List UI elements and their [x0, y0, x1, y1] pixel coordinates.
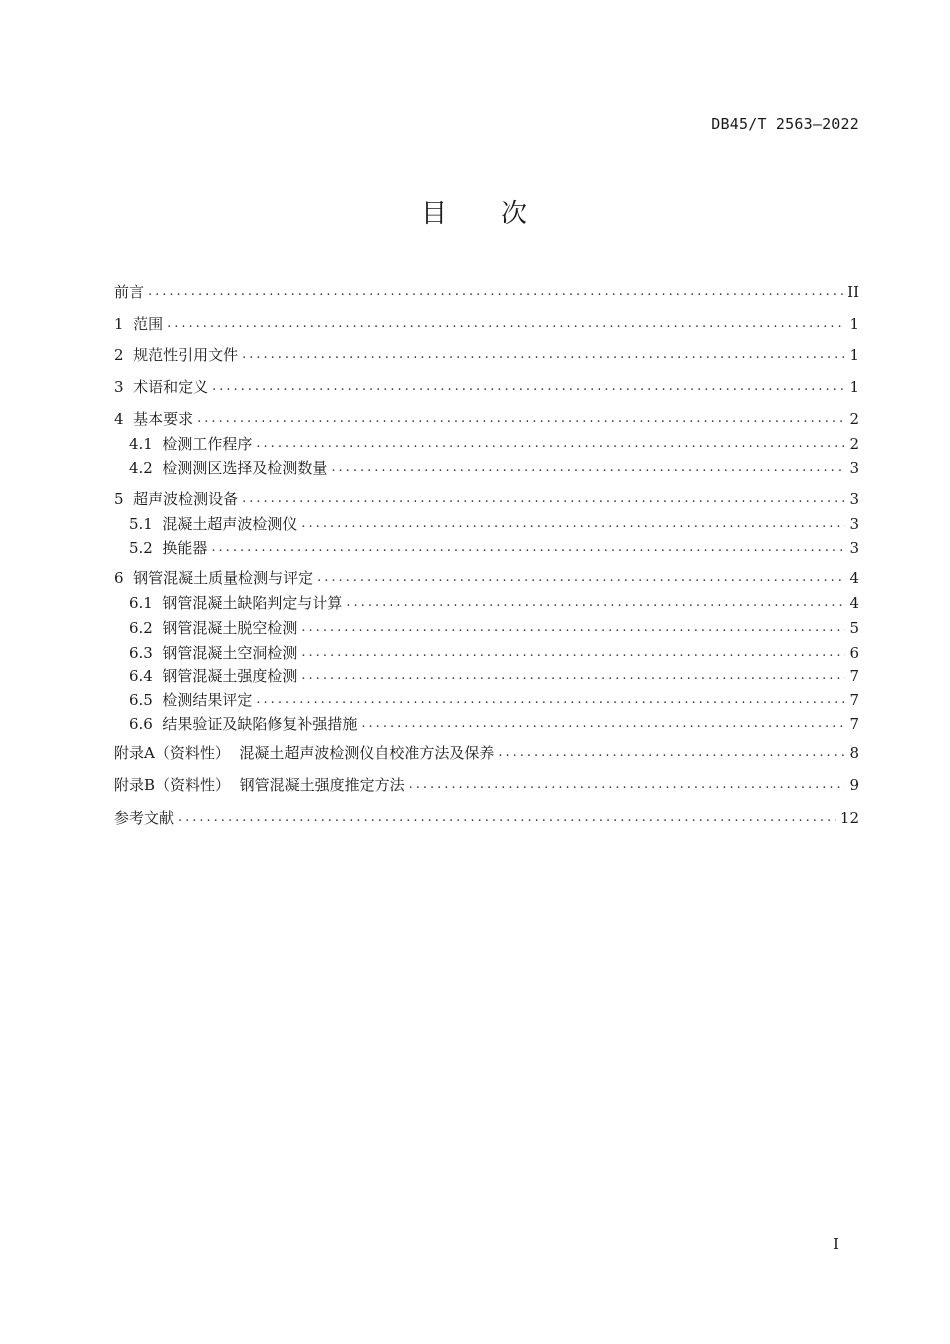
toc-entry-label: 规范性引用文件	[133, 346, 239, 364]
toc-entry-page: 4	[849, 569, 859, 587]
toc-leader-dots	[346, 592, 845, 614]
toc-entry-5[interactable]	[114, 488, 859, 510]
toc-entry-label: 检测工作程序	[162, 435, 253, 453]
toc-entry-page: 1	[849, 346, 859, 364]
toc-entry-number: 5.2	[129, 539, 163, 557]
toc-entry-2[interactable]	[114, 344, 859, 366]
toc-leader-dots	[301, 513, 845, 535]
title-part-1: 目	[420, 199, 449, 229]
toc-entry-6-5[interactable]	[129, 689, 859, 711]
toc-entry-label: 钢管混凝土空洞检测	[162, 644, 298, 662]
toc-leader-dots	[256, 689, 845, 711]
toc-entry-label: 结果验证及缺陷修复补强措施	[162, 715, 358, 733]
toc-entry-1[interactable]	[114, 313, 859, 335]
toc-entry-4[interactable]	[114, 408, 859, 430]
toc-entry-number: 4.1	[129, 435, 163, 453]
toc-entry-label: 检测测区选择及检测数量	[162, 459, 328, 477]
toc-leader-dots	[212, 376, 845, 398]
toc-entry-foreword[interactable]	[114, 281, 859, 303]
toc-entry-3[interactable]	[114, 376, 859, 398]
toc-entry-page: 7	[849, 715, 859, 733]
toc-entry-page: 6	[849, 644, 859, 662]
toc-entry-label: 混凝土超声波检测仪	[162, 515, 298, 533]
toc-entry-appendix-b[interactable]	[114, 774, 859, 796]
toc-entry-number: 6.4	[129, 667, 163, 685]
toc-entry-page: 7	[849, 667, 859, 685]
toc-leader-dots	[361, 713, 845, 735]
toc-entry-6-3[interactable]	[129, 642, 859, 664]
toc-leader-dots	[178, 807, 836, 829]
footer-page-number: I	[833, 1235, 839, 1253]
toc-leader-dots	[301, 665, 845, 687]
toc-entry-page: 3	[849, 459, 859, 477]
toc-entry-number: 附录A（资料性）	[114, 744, 240, 762]
toc-entry-label: 术语和定义	[133, 378, 209, 396]
toc-entry-label: 钢管混凝土缺陷判定与计算	[162, 594, 343, 612]
toc-leader-dots	[301, 642, 845, 664]
toc-entry-page: 9	[849, 776, 859, 794]
toc-leader-dots	[317, 567, 845, 589]
toc-entry-label: 范围	[133, 315, 164, 333]
toc-entry-number: 5	[114, 490, 134, 508]
toc-entry-5-1[interactable]	[129, 513, 859, 535]
toc-entry-number: 6	[114, 569, 134, 587]
toc-entry-6-6[interactable]	[129, 713, 859, 735]
toc-entry-label: 参考文献	[114, 809, 175, 827]
toc-entry-label: 前言	[114, 283, 145, 301]
toc-leader-dots	[242, 488, 845, 510]
toc-entry-number: 6.2	[129, 619, 163, 637]
toc-entry-page: 2	[849, 435, 859, 453]
toc-entry-label: 钢管混凝土强度检测	[162, 667, 298, 685]
toc-entry-5-2[interactable]	[129, 537, 859, 559]
toc-entry-appendix-a[interactable]	[114, 742, 859, 764]
document-code: DB45/T 2563—2022	[711, 115, 859, 133]
toc-entry-page: 7	[849, 691, 859, 709]
toc-entry-number: 2	[114, 346, 134, 364]
toc-entry-label: 混凝土超声波检测仪自校准方法及保养	[239, 744, 495, 762]
title-part-2: 次	[501, 199, 530, 229]
toc-entry-number: 4.2	[129, 459, 163, 477]
toc-leader-dots	[256, 433, 845, 455]
toc-entry-6-4[interactable]	[129, 665, 859, 687]
toc-entry-label: 超声波检测设备	[133, 490, 239, 508]
toc-entry-label: 钢管混凝土质量检测与评定	[133, 569, 314, 587]
toc-entry-label: 检测结果评定	[162, 691, 253, 709]
toc-entry-page: 5	[849, 619, 859, 637]
toc-entry-label: 换能器	[162, 539, 208, 557]
toc-entry-6-1[interactable]	[129, 592, 859, 614]
toc-entry-page: 2	[849, 410, 859, 428]
toc-entry-page: 1	[849, 315, 859, 333]
toc-entry-page: 3	[849, 539, 859, 557]
toc-entry-number: 6.3	[129, 644, 163, 662]
toc-entry-page: 3	[849, 490, 859, 508]
toc-entry-6-2[interactable]	[129, 617, 859, 639]
toc-leader-dots	[498, 742, 845, 764]
toc-leader-dots	[331, 457, 845, 479]
toc-entry-6[interactable]	[114, 567, 859, 589]
toc-leader-dots	[197, 408, 845, 430]
toc-entry-number: 5.1	[129, 515, 163, 533]
toc-entry-label: 钢管混凝土脱空检测	[162, 619, 298, 637]
toc-entry-references[interactable]	[114, 807, 859, 829]
toc-entry-page: 4	[849, 594, 859, 612]
toc-entry-page: II	[847, 283, 859, 301]
toc-leader-dots	[211, 537, 845, 559]
toc-entry-page: 1	[849, 378, 859, 396]
toc-entry-number: 3	[114, 378, 134, 396]
toc-leader-dots	[148, 281, 843, 303]
toc-entry-4-2[interactable]	[129, 457, 859, 479]
toc-entry-4-1[interactable]	[129, 433, 859, 455]
page-title	[0, 193, 950, 230]
toc-entry-page: 8	[849, 744, 859, 762]
toc-entry-number: 6.5	[129, 691, 163, 709]
toc-entry-page: 12	[839, 809, 859, 827]
toc-leader-dots	[167, 313, 845, 335]
toc-entry-page: 3	[849, 515, 859, 533]
toc-entry-label: 基本要求	[133, 410, 194, 428]
toc-entry-number: 附录B（资料性）	[114, 776, 240, 794]
toc-entry-label: 钢管混凝土强度推定方法	[239, 776, 405, 794]
toc-entry-number: 6.1	[129, 594, 163, 612]
toc-entry-number: 6.6	[129, 715, 163, 733]
toc-entry-number: 1	[114, 315, 134, 333]
toc-leader-dots	[409, 774, 846, 796]
toc-leader-dots	[301, 617, 845, 639]
toc-leader-dots	[242, 344, 845, 366]
toc-entry-number: 4	[114, 410, 134, 428]
